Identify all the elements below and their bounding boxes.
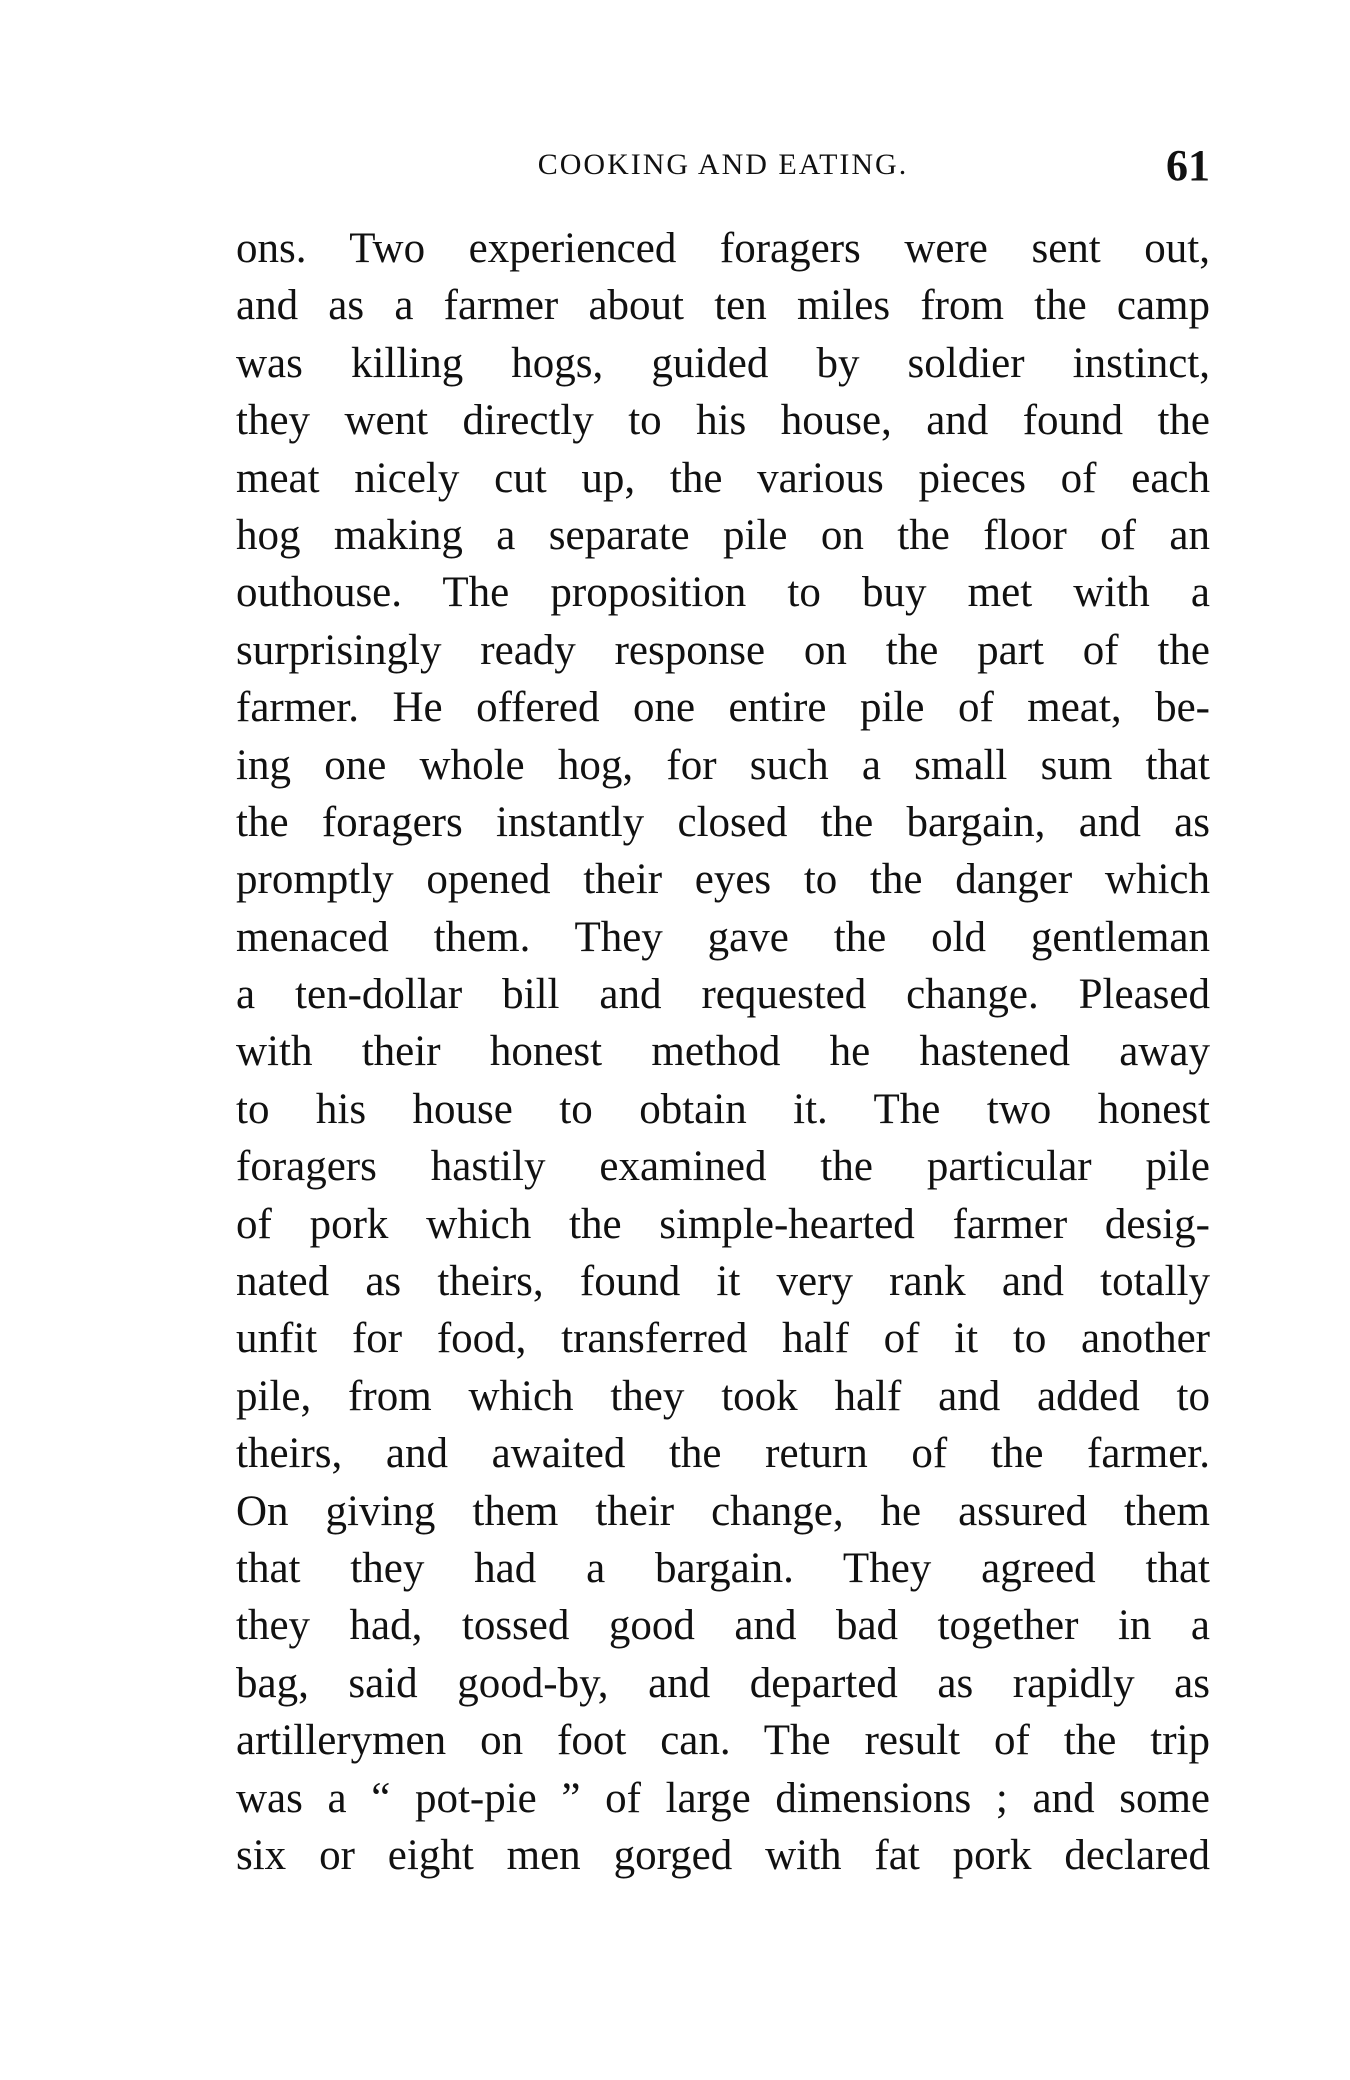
text-line: six or eight men gorged with fat pork declared [236,1831,1210,1879]
text-line: bag, said good-by, and departed as rapidly as [236,1659,1210,1707]
text-line: was a “ pot-pie ” of large dimensions ; and some [236,1774,1210,1822]
text-line: promptly opened their eyes to the danger which [236,856,1210,904]
text-line: foragers hastily examined the particular pile [236,1143,1210,1191]
text-line: menaced them. They gave the old gentleman [236,913,1210,961]
text-line: theirs, and awaited the return of the farmer. [236,1430,1210,1478]
text-line: meat nicely cut up, the various pieces of each [236,454,1210,502]
text-line: with their honest method he hastened away [236,1028,1210,1076]
page-number: 61 [1166,141,1210,190]
text-line: outhouse. The proposition to buy met with a [236,569,1210,617]
text-line: pile, from which they took half and added to [236,1372,1210,1420]
text-line: of pork which the simple-hearted farmer desig- [236,1200,1210,1248]
running-head [236,140,1210,200]
text-line: to his house to obtain it. The two honest [236,1085,1210,1133]
text-line: was killing hogs, guided by soldier instinct, [236,339,1210,387]
text-line: hog making a separate pile on the floor of an [236,511,1210,559]
text-line: ons. Two experienced foragers were sent out, [236,225,1210,272]
text-line: a ten-dollar bill and requested change. Pleased [236,971,1210,1019]
body-text [236,220,1210,1884]
text-line: nated as theirs, found it very rank and totally [236,1258,1210,1306]
text-line: ing one whole hog, for such a small sum that [236,741,1210,789]
text-line: they had, tossed good and bad together in a [236,1602,1210,1650]
text-line: farmer. He offered one entire pile of meat, be- [236,684,1210,732]
running-title: COOKING AND EATING. [537,148,909,181]
text-line: unfit for food, transferred half of it to another [236,1315,1210,1363]
text-line: the foragers instantly closed the bargain, and as [236,798,1210,846]
text-line: and as a farmer about ten miles from the camp [236,282,1210,330]
text-line: artillerymen on foot can. The result of the trip [236,1717,1210,1765]
text-line: surprisingly ready response on the part of the [236,626,1210,674]
text-line: On giving them their change, he assured them [236,1487,1210,1535]
text-line: that they had a bargain. They agreed that [236,1544,1210,1592]
text-line: they went directly to his house, and found the [236,397,1210,445]
